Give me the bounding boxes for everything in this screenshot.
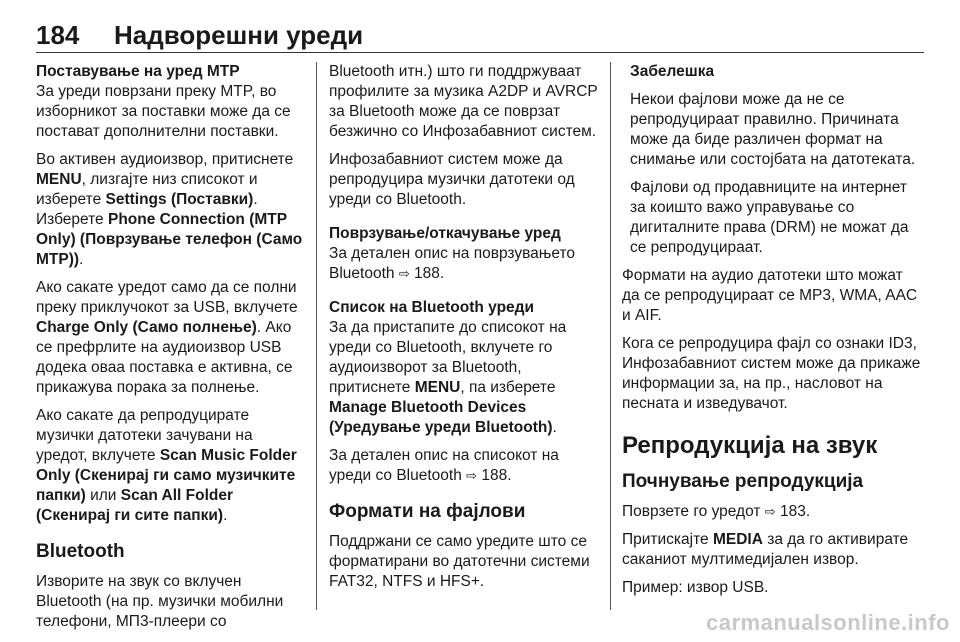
menu-key: MENU bbox=[414, 379, 461, 396]
arrow-icon: ⇨ bbox=[466, 468, 478, 483]
text-run: . Ако се префрлите на аудиоизвор USB додека оваа поставка е активна, се прикажува порака за полнење. bbox=[36, 319, 293, 396]
usb-paragraph bbox=[36, 278, 308, 398]
formats-paragraph: Поддржани се само уредите што се форматирани во датотечни системи FAT32, NTFS и HFS+. bbox=[329, 533, 590, 590]
watermark: carmanualsonline.info bbox=[706, 610, 950, 635]
bluetooth-heading: Bluetooth bbox=[36, 541, 125, 562]
text-run: , па изберете bbox=[460, 379, 556, 396]
formats-heading: Формати на фајлови bbox=[329, 501, 526, 522]
list-paragraph bbox=[329, 318, 601, 438]
text-run: Ако сакате да репродуцирате музички датотеки зачувани на уредот, вклучете bbox=[36, 407, 253, 464]
page-reference: 183. bbox=[780, 503, 811, 520]
settings-option: Settings (Поставки) bbox=[105, 191, 254, 208]
note-heading: Забелешка bbox=[630, 63, 715, 80]
text-run: за да го активирате саканиот мултимедијален извор. bbox=[622, 531, 909, 568]
bluetooth-paragraph-1-cont: Bluetooth итн.) што ги поддржуваат профилите за музика A2DP и AVRCP за Bluetooth може да се поврзат безжично со Инфозабавниот систем. bbox=[329, 63, 598, 140]
list-paragraph-2 bbox=[329, 446, 601, 486]
text-run: или bbox=[85, 487, 121, 504]
media-key: MEDIA bbox=[712, 531, 763, 548]
mtp-paragraph-2 bbox=[36, 150, 308, 270]
connect-paragraph bbox=[329, 244, 601, 284]
text-run: . Изберете bbox=[36, 191, 258, 228]
bluetooth-paragraph-1: Изворите на звук со вклучен Bluetooth (на пр. музички мобилни телефони, МП3-плеери со bbox=[36, 573, 284, 630]
page-reference: 188. bbox=[481, 467, 512, 484]
note-paragraph-1: Некои фајлови може да не се репродуцираат правилно. Причината може да биде различен формат на снимање или состојбата на датотеката. bbox=[630, 91, 916, 168]
text-run: , лизгајте низ списокот и изберете bbox=[36, 171, 258, 208]
scan-paragraph bbox=[36, 406, 308, 526]
charge-only-option: Charge Only (Само полнење) bbox=[36, 319, 257, 336]
manage-bt-devices-option: Manage Bluetooth Devices (Уредување уреди Bluetooth) bbox=[329, 399, 553, 436]
text-run: Притискајте bbox=[622, 531, 713, 548]
page-number: 184 bbox=[36, 20, 80, 50]
text-run: . bbox=[79, 251, 84, 268]
note-paragraph-2: Фајлови од продавниците на интернет за коишто важо управување со дигиталните права (DRM) не можат да се репродуцираат. bbox=[630, 179, 909, 256]
header-rule bbox=[36, 52, 924, 53]
id3-paragraph: Кога се репродуцира фајл со ознаки ID3, Инфозабавниот систем може да прикаже информации за, на пр., насловот на песната и изведувачот. bbox=[622, 335, 921, 412]
arrow-icon: ⇨ bbox=[764, 504, 776, 519]
text-run: За детален опис на поврзувањето Bluetooth bbox=[329, 245, 576, 282]
text-run: Поврзете го уредот bbox=[622, 503, 765, 520]
playback-heading: Репродукција на звук bbox=[622, 432, 878, 459]
column-1 bbox=[36, 62, 308, 640]
menu-key: MENU bbox=[36, 171, 82, 188]
start-paragraph-3: Пример: извор USB. bbox=[622, 579, 769, 596]
list-heading: Список на Bluetooth уреди bbox=[329, 299, 535, 316]
start-paragraph-2 bbox=[622, 530, 924, 570]
scan-music-folder-option: Scan Music Folder Only (Скенирај ги само музичките папки) bbox=[36, 447, 297, 504]
text-run: Во активен аудиоизвор, притиснете bbox=[36, 151, 294, 168]
mtp-heading: Поставување на уред MTP bbox=[36, 63, 240, 80]
arrow-icon: ⇨ bbox=[398, 266, 410, 281]
text-run: За детален опис на списокот на уреди со Bluetooth bbox=[329, 447, 559, 484]
start-paragraph-1 bbox=[622, 502, 924, 522]
connect-heading: Поврзување/откачување уред bbox=[329, 225, 561, 242]
text-run: . bbox=[223, 507, 228, 524]
phone-connection-option: Phone Connection (MTP Only) (Поврзување телефон (Само MTP)) bbox=[36, 211, 303, 268]
column-2 bbox=[329, 62, 601, 600]
note-box bbox=[630, 62, 924, 258]
text-run: Ако сакате уредот само да се полни преку приклучокот за USB, вклучете bbox=[36, 279, 298, 316]
bluetooth-paragraph-2: Инфозабавниот систем може да репродуцира музички датотеки од уреди со Bluetooth. bbox=[329, 151, 575, 208]
mtp-paragraph-1: За уреди поврзани преку MTP, во изборникот за поставки може да се постават дополнителни поставки. bbox=[36, 83, 291, 140]
column-3 bbox=[622, 62, 924, 606]
audio-formats-paragraph: Формати на аудио датотеки што можат да се репродуцираат се MP3, WMA, AAC и AIF. bbox=[622, 267, 918, 324]
page-header bbox=[36, 20, 924, 54]
text-run: За да пристапите до списокот на уреди со Bluetooth, вклучете го аудиоизворот за Bluetooth, притиснете bbox=[329, 319, 567, 396]
page-reference: 188. bbox=[414, 265, 445, 282]
text-run: . bbox=[552, 419, 557, 436]
page-title: Надворешни уреди bbox=[114, 20, 364, 50]
column-divider-1 bbox=[316, 62, 317, 610]
scan-all-folder-option: Scan All Folder (Скенирај ги сите папки) bbox=[36, 487, 234, 524]
start-playback-heading: Почнување репродукција bbox=[622, 471, 864, 492]
column-divider-2 bbox=[610, 62, 611, 610]
